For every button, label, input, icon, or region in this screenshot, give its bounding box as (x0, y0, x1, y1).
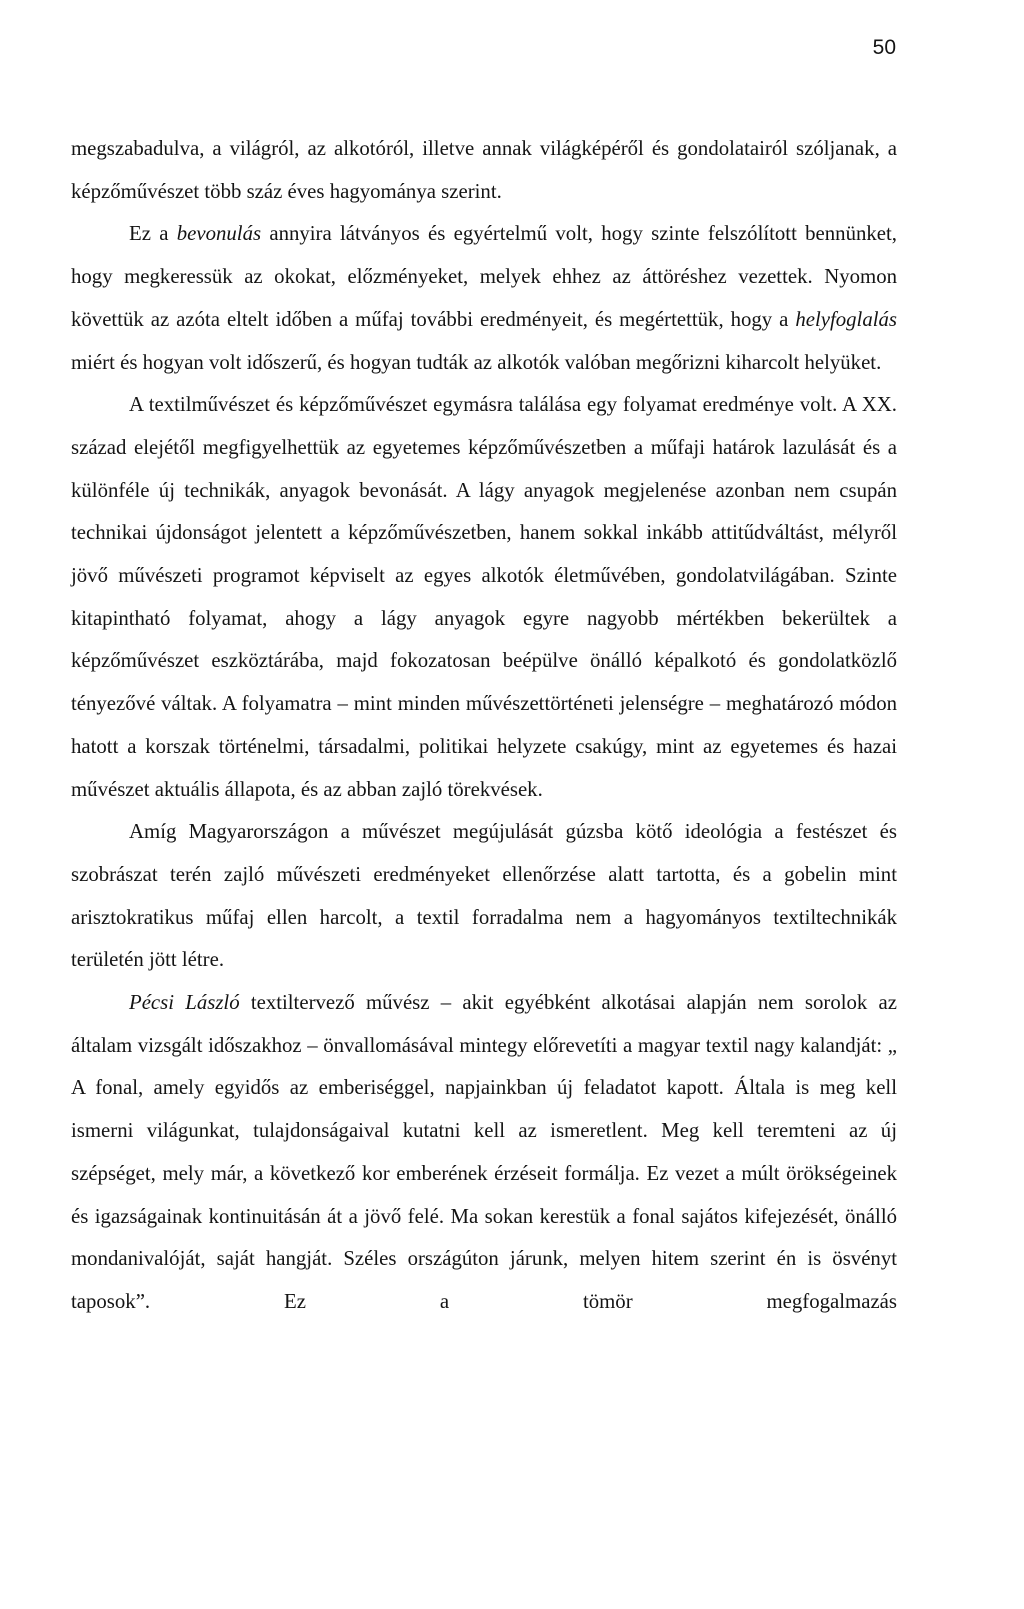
emphasized-text: helyfoglalás (795, 307, 897, 331)
text-run: textiltervező művész – akit egyébként alkotásai alapján nem sorolok az általam vizsgált időszakhoz – önvallomásával mintegy előrevetíti a magyar textil nagy kalandját: „ A fonal, amely egyidős az emberiséggel, napjainkban új feladatot kapott. Általa is meg kell ismerni világunkat, tulajdonságaival kutatni kell az ismeretlent. Meg kell teremteni az új szépséget, mely már, a következő kor emberének érzéseit formálja. Ez vezet a múlt örökségeinek és igazságainak kontinuitásán át a jövő felé. Ma sokan kerestük a fonal sajátos kifejezését, önálló mondanivalóját, saját hangját. Széles országúton járunk, melyen hitem szerint én is ösvényt taposok”. Ez a tömör megfogalmazás (71, 991, 897, 1313)
emphasized-text: bevonulás (176, 222, 262, 246)
paragraph (71, 982, 897, 1324)
paragraph (71, 213, 897, 384)
paragraph (71, 128, 897, 213)
text-run: Amíg Magyarországon a művészet megújulását gúzsba kötő ideológia a festészet és szobrászat terén zajló művészeti eredményeket ellenőrzése alatt tartotta, és a gobelin mint arisztokratikus műfaj ellen harcolt, a textil forradalma nem a hagyományos textiltechnikák területén jött létre. (71, 820, 897, 972)
text-run: annyira látványos és egyértelmű volt, hogy szinte felszólított bennünket, hogy megkeressük az okokat, előzményeket, melyek ehhez az áttöréshez vezettek. Nyomon követtük az azóta eltelt időben a műfaj további eredményeit, és megértettük, hogy a (71, 222, 897, 331)
text-run: megszabadulva, a világról, az alkotóról, illetve annak világképéről és gondolatairól szóljanak, a képzőművészet több száz éves hagyománya szerint. (71, 137, 897, 203)
emphasized-text: Pécsi László (129, 991, 240, 1015)
document-body (71, 128, 897, 1324)
page-number: 50 (872, 36, 896, 59)
paragraph (71, 384, 897, 811)
text-run: Ez a (129, 222, 177, 246)
text-run: miért és hogyan volt időszerű, és hogyan tudták az alkotók valóban megőrizni kiharcolt helyüket. (71, 350, 882, 374)
text-run: A textilművészet és képzőművészet egymásra találása egy folyamat eredménye volt. A XX. század elejétől megfigyelhettük az egyetemes képzőművészetben a műfaji határok lazulását és a különféle új technikák, anyagok bevonását. A lágy anyagok megjelenése azonban nem csupán technikai újdonságot jelentett a képzőművészetben, hanem sokkal inkább attitűdváltást, mélyről jövő művészeti programot képviselt az egyes alkotók életművében, gondolatvilágában. Szinte kitapintható folyamat, ahogy a lágy anyagok egyre nagyobb mértékben bekerültek a képzőművészet eszköztárába, majd fokozatosan beépülve önálló képalkotó és gondolatközlő tényezővé váltak. A folyamatra – mint minden művészettörténeti jelenségre – meghatározó módon hatott a korszak történelmi, társadalmi, politikai helyzete csakúgy, mint az egyetemes és hazai művészet aktuális állapota, és az abban zajló törekvések. (71, 393, 897, 801)
paragraph (71, 811, 897, 982)
